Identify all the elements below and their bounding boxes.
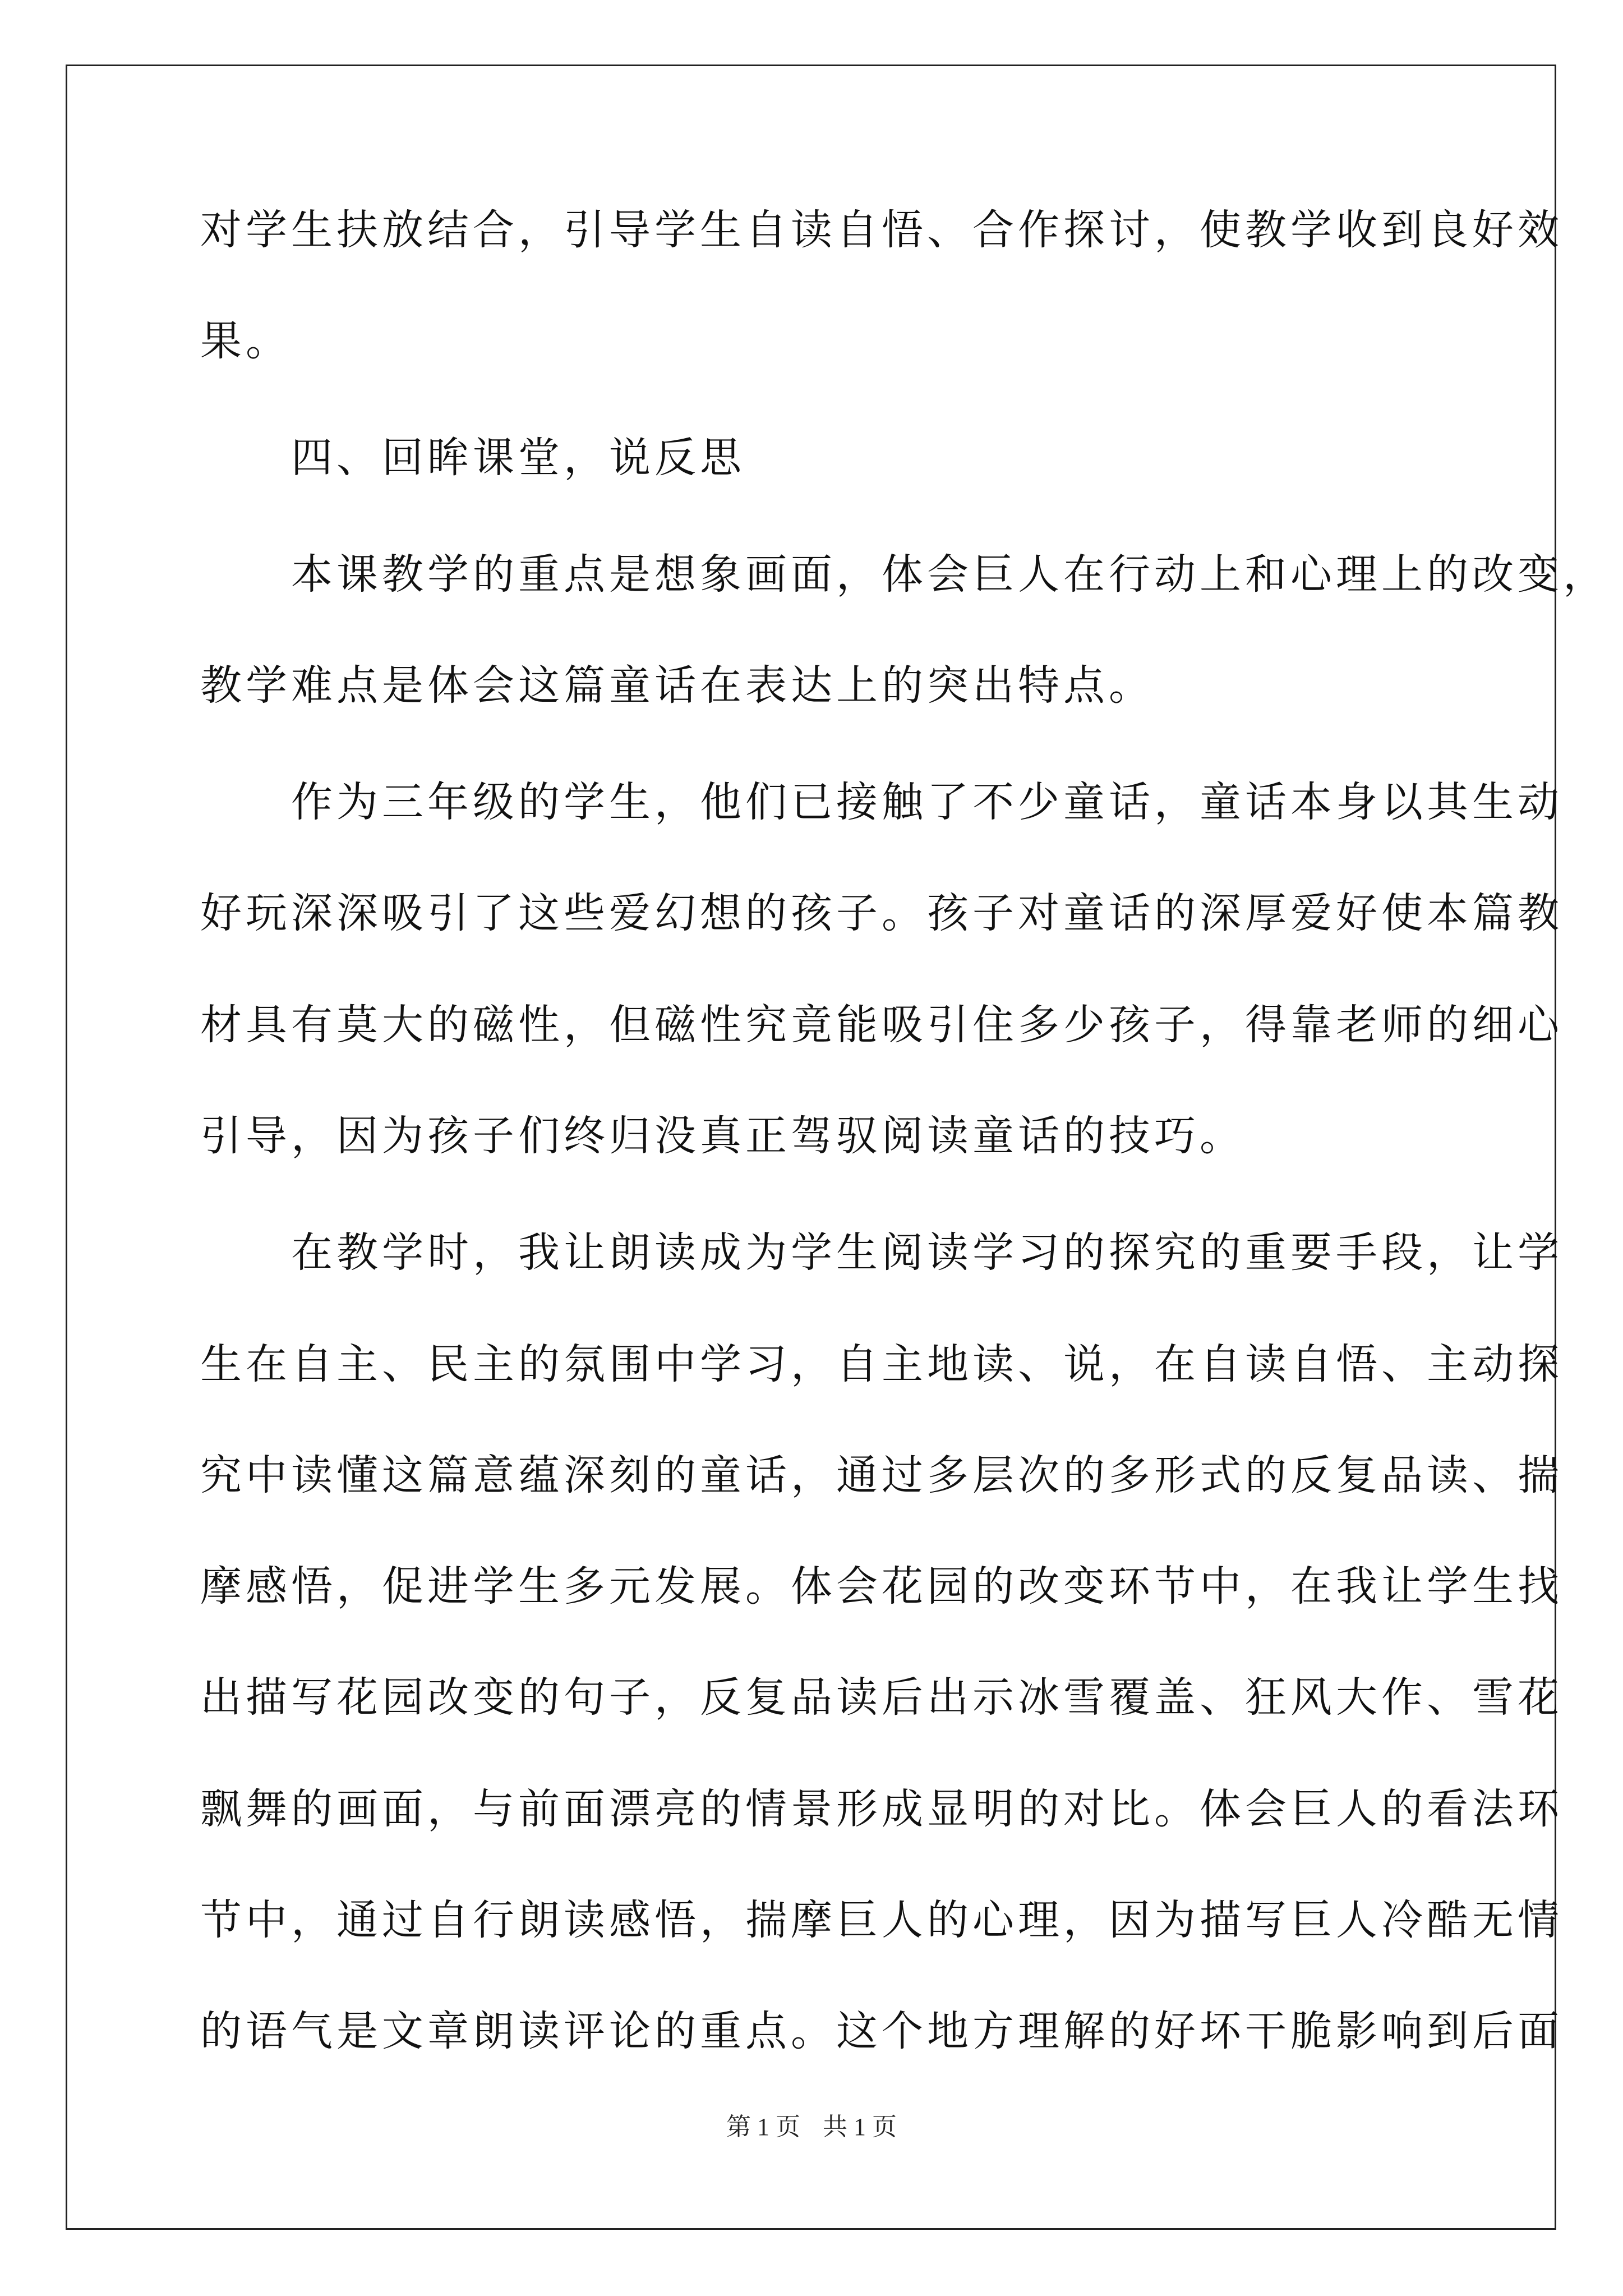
text-line: 在教学时，我让朗读成为学生阅读学习的探究的重要手段，让学 xyxy=(200,1228,1563,1277)
page-number: 第 1 页 xyxy=(726,2113,800,2141)
text-line: 生在自主、民主的氛围中学习，自主地读、说，在自读自悟、主动探 xyxy=(200,1340,1563,1388)
text-line: 出描写花园改变的句子，反复品读后出示冰雪覆盖、狂风大作、雪花 xyxy=(200,1673,1563,1722)
text-line: 材具有莫大的磁性，但磁性究竟能吸引住多少孩子，得靠老师的细心 xyxy=(200,1001,1563,1049)
text-line: 飘舞的画面，与前面漂亮的情景形成显明的对比。体会巨人的看法环 xyxy=(200,1785,1563,1833)
text-line: 对学生扶放结合，引导学生自读自悟、合作探讨，使教学收到良好效 xyxy=(200,206,1563,254)
text-line: 节中，通过自行朗读感悟，揣摩巨人的心理，因为描写巨人冷酷无情 xyxy=(200,1896,1563,1944)
text-line: 究中读懂这篇意蕴深刻的童话，通过多层次的多形式的反复品读、揣 xyxy=(200,1451,1563,1499)
text-line: 的语气是文章朗读评论的重点。这个地方理解的好坏干脆影响到后面 xyxy=(200,2007,1563,2055)
text-line: 引导，因为孩子们终归没真正驾驭阅读童话的技巧。 xyxy=(200,1112,1245,1160)
page-footer xyxy=(0,2106,1623,2142)
text-line: 摩感悟，促进学生多元发展。体会花园的改变环节中，在我让学生找 xyxy=(200,1562,1563,1611)
text-line: 好玩深深吸引了这些爱幻想的孩子。孩子对童话的深厚爱好使本篇教 xyxy=(200,889,1563,937)
text-line: 果。 xyxy=(200,317,291,365)
text-line: 本课教学的重点是想象画面，体会巨人在行动上和心理上的改变， xyxy=(200,550,1608,599)
text-line: 作为三年级的学生，他们已接触了不少童话，童话本身以其生动 xyxy=(200,778,1563,826)
page-total: 共 1 页 xyxy=(823,2113,897,2141)
text-line: 教学难点是体会这篇童话在表达上的突出特点。 xyxy=(200,661,1154,710)
section-heading: 四、回眸课堂，说反思 xyxy=(200,434,745,482)
